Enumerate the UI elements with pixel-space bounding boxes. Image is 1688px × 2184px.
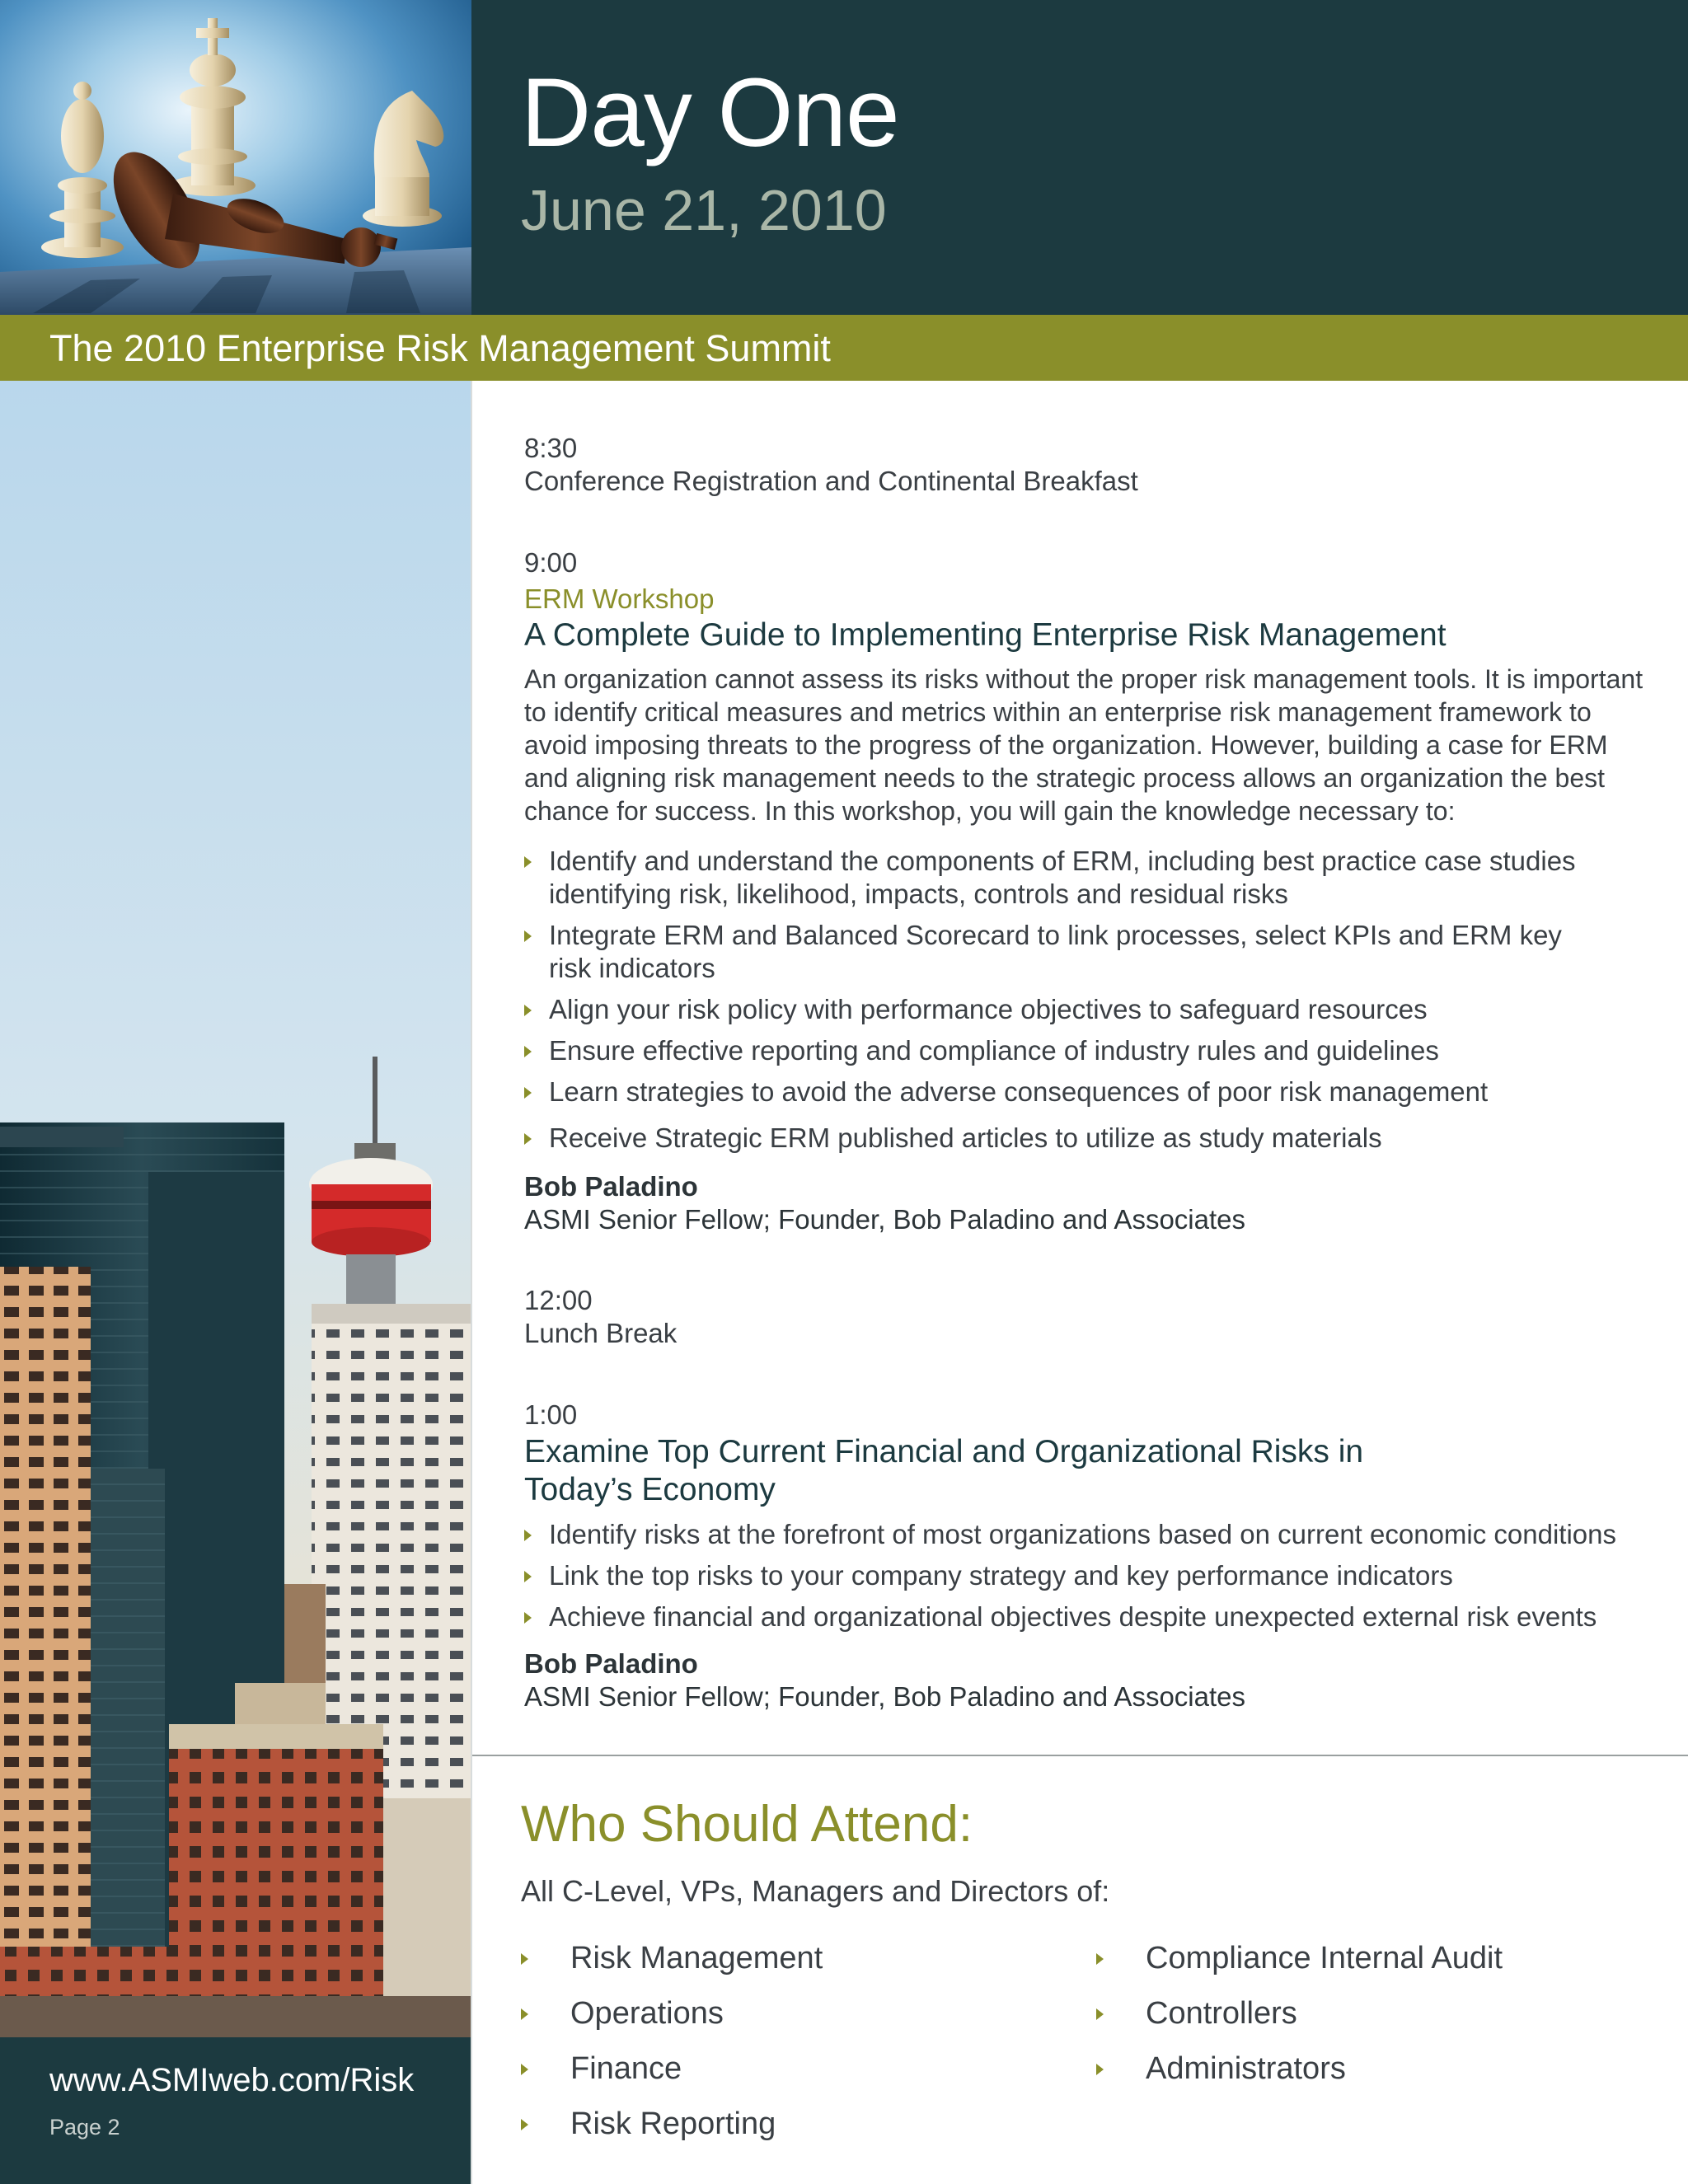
triangle-bullet-icon: [1096, 2008, 1104, 2020]
column-divider: [471, 381, 472, 2184]
list-item: Identify risks at the forefront of most organizations based on current economic conditions: [524, 1518, 1616, 1551]
title-line: Today’s Economy: [524, 1472, 776, 1507]
list-item: Risk Reporting: [521, 2106, 823, 2161]
triangle-bullet-icon: [524, 1087, 532, 1099]
session-time: 9:00: [524, 547, 578, 578]
list-item: Link the top risks to your company strategy and key performance indicators: [524, 1559, 1616, 1592]
session-time: 8:30: [524, 433, 578, 463]
triangle-bullet-icon: [524, 1530, 532, 1541]
audience-list-left: [521, 1940, 823, 2161]
triangle-bullet-icon: [524, 1612, 532, 1624]
description-line: An organization cannot assess its risks without the proper risk management tools. It is important: [524, 664, 1643, 694]
summit-title: The 2010 Enterprise Risk Management Summit: [49, 327, 831, 369]
session-time: 1:00: [524, 1399, 578, 1430]
list-item: Integrate ERM and Balanced Scorecard to link processes, select KPIs and ERM key risk indicators: [524, 919, 1576, 985]
list-item: Align your risk policy with performance objectives to safeguard resources: [524, 993, 1576, 1026]
list-item: Receive Strategic ERM published articles to utilize as study materials: [524, 1122, 1576, 1155]
triangle-bullet-icon: [521, 2119, 528, 2130]
page-number: Page 2: [49, 2115, 120, 2139]
triangle-bullet-icon: [521, 1953, 528, 1965]
triangle-bullet-icon: [524, 1571, 532, 1582]
description-line: avoid imposing threats to the progress of the organization. However, building a case for ERM: [524, 730, 1608, 760]
triangle-bullet-icon: [524, 856, 532, 868]
chess-pieces-image: [0, 0, 471, 315]
list-item: Finance: [521, 2050, 823, 2106]
list-item: Controllers: [1096, 1995, 1503, 2050]
list-item: Learn strategies to avoid the adverse consequences of poor risk management: [524, 1076, 1576, 1108]
section-divider: [472, 1755, 1688, 1756]
speaker-name: Bob Paladino: [524, 1648, 698, 1679]
title-line: Examine Top Current Financial and Organizational Risks in: [524, 1434, 1364, 1469]
triangle-bullet-icon: [1096, 1953, 1104, 1965]
triangle-bullet-icon: [521, 2064, 528, 2075]
speaker-name: Bob Paladino: [524, 1171, 698, 1202]
session-description: [524, 663, 1653, 827]
list-item: Compliance Internal Audit: [1096, 1940, 1503, 1995]
triangle-bullet-icon: [524, 1133, 532, 1145]
session-time: 12:00: [524, 1285, 593, 1315]
website-link[interactable]: www.ASMIweb.com/Risk: [49, 2062, 415, 2098]
list-item: Achieve financial and organizational objectives despite unexpected external risk events: [524, 1601, 1616, 1633]
city-skyline-image: [0, 381, 471, 2037]
speaker-role: ASMI Senior Fellow; Founder, Bob Paladino and Associates: [524, 1204, 1245, 1235]
list-item: Identify and understand the components of ERM, including best practice case studies identifying risk, likelihood, impacts, controls and residual risks: [524, 845, 1576, 911]
list-item: Risk Management: [521, 1940, 823, 1995]
workshop-bullet-list: [524, 845, 1576, 1155]
session-bullet-list: [524, 1518, 1616, 1633]
description-line: to identify critical measures and metrics within an enterprise risk management framework to: [524, 697, 1592, 727]
session-title: Lunch Break: [524, 1318, 678, 1348]
triangle-bullet-icon: [524, 1046, 532, 1057]
attend-heading: Who Should Attend:: [521, 1796, 973, 1853]
description-line: chance for success. In this workshop, you will gain the knowledge necessary to:: [524, 796, 1456, 826]
triangle-bullet-icon: [521, 2008, 528, 2020]
attend-intro: All C-Level, VPs, Managers and Directors of:: [521, 1874, 1110, 1908]
session-title: Conference Registration and Continental Breakfast: [524, 466, 1138, 496]
day-date: June 21, 2010: [521, 178, 887, 242]
day-title: Day One: [521, 59, 899, 167]
list-item: Administrators: [1096, 2050, 1503, 2106]
description-line: and aligning risk management needs to the strategic process allows an organization the best: [524, 763, 1605, 793]
triangle-bullet-icon: [524, 1005, 532, 1016]
triangle-bullet-icon: [1096, 2064, 1104, 2075]
session-track: ERM Workshop: [524, 583, 715, 614]
triangle-bullet-icon: [524, 930, 532, 942]
session-title: [524, 1433, 1363, 1509]
list-item: Operations: [521, 1995, 823, 2050]
session-title: A Complete Guide to Implementing Enterprise Risk Management: [524, 617, 1447, 653]
list-item: Ensure effective reporting and compliance of industry rules and guidelines: [524, 1034, 1576, 1067]
footer-block: [0, 2037, 471, 2184]
speaker-role: ASMI Senior Fellow; Founder, Bob Paladino and Associates: [524, 1681, 1245, 1712]
audience-list-right: [1096, 1940, 1503, 2106]
